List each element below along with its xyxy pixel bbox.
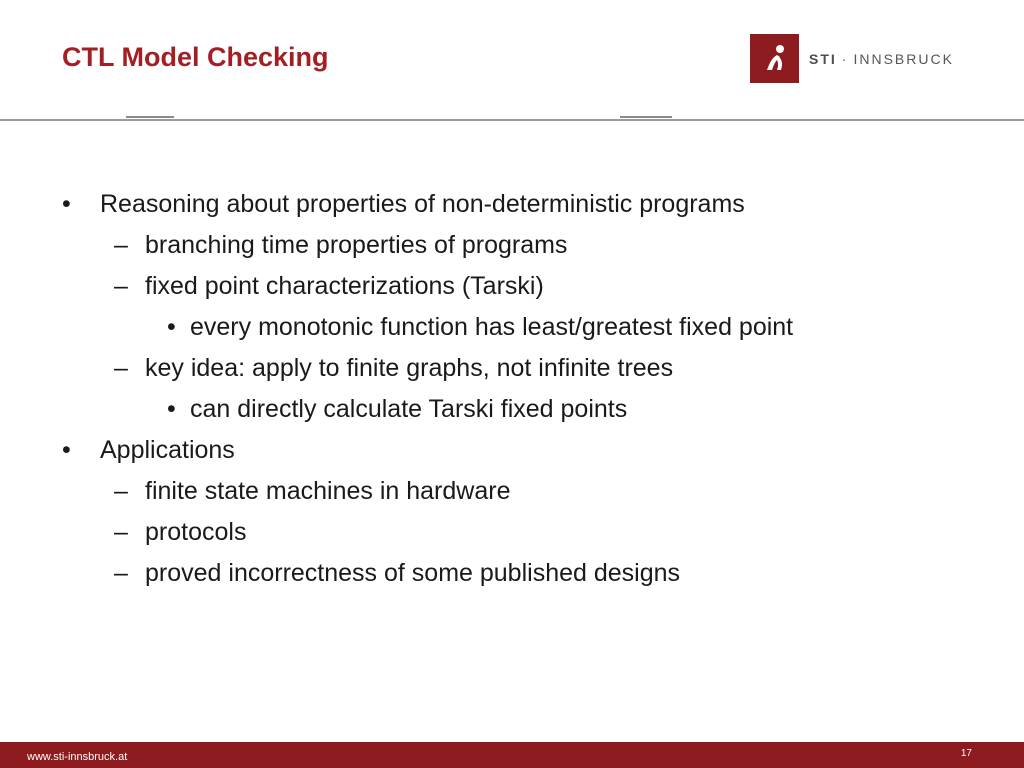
logo-brand: STI xyxy=(809,50,837,67)
header-divider-accent xyxy=(126,116,174,118)
footer-url-link[interactable]: www.sti-innsbruck.at xyxy=(27,751,128,763)
slide-title: CTL Model Checking xyxy=(62,42,329,72)
sti-logo-text xyxy=(809,51,954,67)
logo-separator: · xyxy=(841,50,849,67)
sti-logo xyxy=(750,34,954,83)
sti-logo-icon xyxy=(750,34,799,83)
footer-bar xyxy=(0,742,1024,768)
header-divider xyxy=(0,119,1024,121)
header-divider-accent xyxy=(620,116,672,118)
page-number: 17 xyxy=(960,748,972,759)
logo-location: INNSBRUCK xyxy=(853,50,954,67)
